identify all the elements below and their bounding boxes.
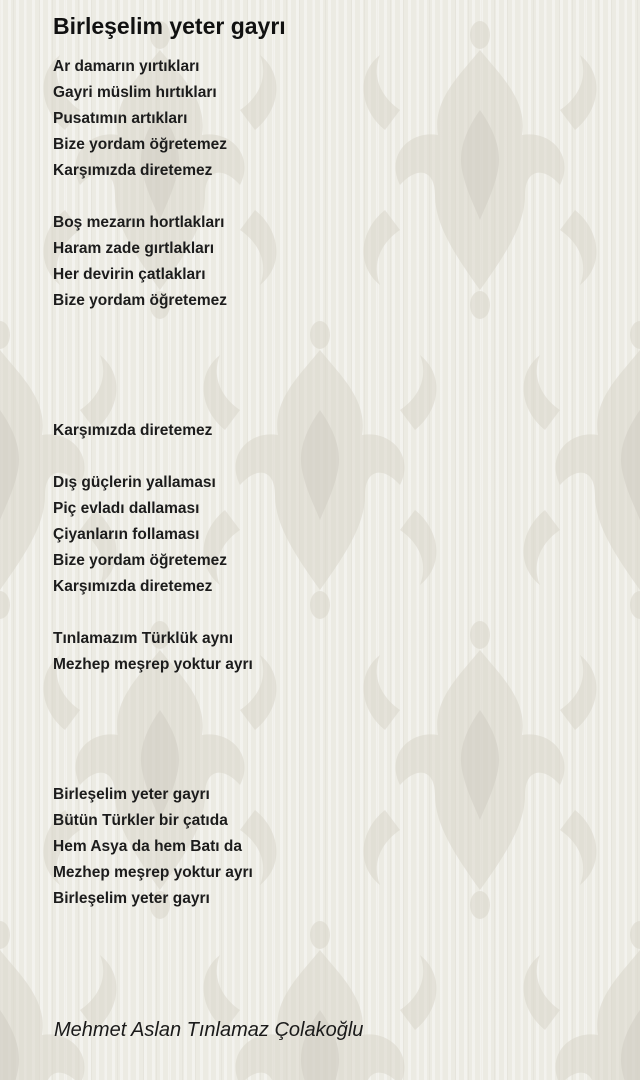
poem-line: Ar damarın yırtıkları: [53, 58, 200, 75]
poem-blank-line: [53, 366, 253, 392]
poem-line: Dış güçlerin yallaması: [53, 474, 216, 491]
poem-line: Mezhep meşrep yoktur ayrı: [53, 656, 253, 673]
poem-line: Karşımızda diretemez: [53, 578, 213, 595]
poem-line: Piç evladı dallaması: [53, 500, 200, 517]
poem-blank-line: [53, 392, 253, 418]
poem-blank-line: [53, 340, 253, 366]
poem-blank-line: [53, 184, 253, 210]
poem-blank-line: [53, 444, 253, 470]
poem-blank-line: [53, 600, 253, 626]
poem-line: Gayri müslim hırtıkları: [53, 84, 217, 101]
poem-line: Pusatımın artıkları: [53, 110, 188, 127]
poem-line: Birleşelim yeter gayrı: [53, 890, 210, 907]
poem-line: Tınlamazım Türklük aynı: [53, 630, 234, 647]
poem-line: Çiyanların follaması: [53, 526, 200, 543]
poem-line: Haram zade gırtlakları: [53, 240, 215, 257]
poem-blank-line: [53, 678, 253, 704]
poem-author: Mehmet Aslan Tınlamaz Çolakoğlu: [54, 1019, 364, 1041]
poem-line: Boş mezarın hortlakları: [53, 214, 225, 231]
poem-line: Karşımızda diretemez: [53, 162, 213, 179]
poem-blank-line: [53, 730, 253, 756]
poem-blank-line: [53, 314, 253, 340]
poem-line: Bize yordam öğretemez: [53, 552, 227, 569]
poem-line: Hem Asya da hem Batı da: [53, 838, 242, 855]
poem-line: Bize yordam öğretemez: [53, 136, 227, 153]
poem-line: Birleşelim yeter gayrı: [53, 786, 210, 803]
poem-body: [53, 54, 253, 912]
poem-line: Karşımızda diretemez: [53, 422, 213, 439]
poem-line: Bize yordam öğretemez: [53, 292, 227, 309]
poem-line: Her devirin çatlakları: [53, 266, 206, 283]
poem-blank-line: [53, 756, 253, 782]
poem-line: Bütün Türkler bir çatıda: [53, 812, 228, 829]
poem-line: Mezhep meşrep yoktur ayrı: [53, 864, 253, 881]
poem-blank-line: [53, 704, 253, 730]
poem-title: Birleşelim yeter gayrı: [53, 13, 286, 39]
